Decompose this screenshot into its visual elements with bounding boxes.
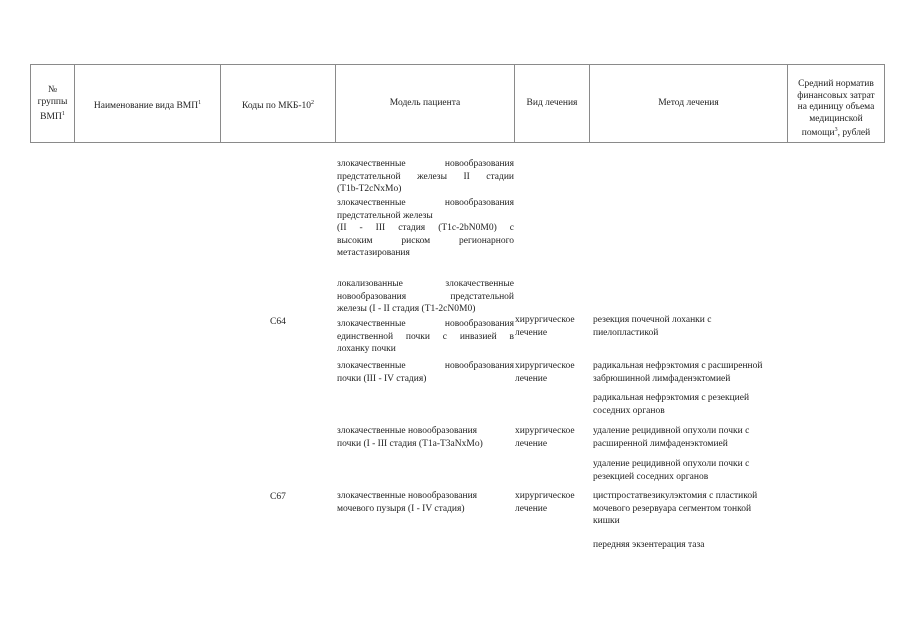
treatment-type [515, 490, 575, 515]
header-icd-codes [221, 97, 335, 112]
patient-model [337, 278, 514, 316]
model-line: мочевого пузыря (I - IV стадия) [337, 503, 465, 514]
model-line: злокачественные новообразования [337, 159, 514, 169]
method-line: соседних органов [593, 405, 665, 416]
header-text: группы [37, 97, 68, 107]
method-line: удаление рецидивной опухоли почки с [593, 426, 750, 436]
header-treatment-method: Метод лечения [658, 98, 719, 108]
header-average-cost [788, 79, 884, 140]
treatment-method [593, 458, 787, 483]
header-text: медицинской [809, 113, 863, 124]
header-vmp-name [75, 97, 220, 112]
patient-model [337, 490, 514, 515]
header-text [31, 108, 74, 123]
icd-code-c67: C67 [270, 492, 286, 502]
treatment-line: хирургическое [515, 491, 575, 501]
header-text [788, 125, 884, 140]
treatment-line: лечение [515, 503, 548, 514]
treatment-type [515, 314, 575, 339]
model-line: высоким риском регионарного [337, 235, 514, 246]
method-line: радикальная нефрэктомия с расширенной [593, 361, 763, 371]
treatment-method [593, 425, 787, 450]
header-text: на единицу объема [797, 102, 875, 112]
header-text: помощи [801, 128, 835, 139]
header-text: Наименование вида ВМП [93, 101, 199, 112]
treatment-method [593, 360, 787, 385]
header-text: Коды по МКБ-10 [241, 101, 312, 112]
patient-model [337, 197, 514, 260]
footnote-mark: 3 [834, 127, 838, 133]
model-line: (T1b-T2cNxMo) [337, 184, 402, 194]
model-line: локализованные злокачественные [337, 279, 514, 289]
patient-model [337, 318, 514, 356]
method-line: пиелопластикой [593, 327, 659, 338]
treatment-line: лечение [515, 373, 548, 384]
model-line: новообразования предстательной [337, 291, 514, 302]
header-group-number [31, 84, 74, 123]
treatment-type [515, 360, 575, 385]
method-line: кишки [593, 516, 620, 526]
method-line: забрюшинной лимфаденэктомией [593, 373, 731, 384]
treatment-method [593, 314, 787, 339]
header-text: № [47, 85, 58, 95]
model-line: (II - III стадия (T1c-2bN0M0) с [337, 223, 514, 233]
method-line: передняя экзентерация таза [593, 540, 705, 550]
model-line: почки (III - IV стадия) [337, 373, 427, 384]
model-line: злокачественные новообразования [337, 491, 478, 501]
patient-model [337, 158, 514, 196]
icd-code-c64: C64 [270, 317, 286, 327]
method-line: расширенной лимфаденэктомией [593, 438, 728, 449]
treatment-line: хирургическое [515, 315, 575, 325]
model-line: единственной почки с инвазией в [337, 331, 514, 342]
method-line: мочевого резервуара сегментом тонкой [593, 503, 752, 514]
model-line: злокачественные новообразования [337, 426, 478, 436]
method-line: цистпростатвезикулэктомия с пластикой [593, 491, 758, 501]
footnote-mark: 1 [198, 100, 202, 106]
patient-model [337, 360, 514, 385]
model-line: лоханку почки [337, 344, 396, 354]
table-header-bottom-border [30, 142, 884, 143]
method-line: радикальная нефрэктомия с резекцией [593, 393, 750, 403]
model-line: железы (I - II стадия (T1-2cN0M0) [337, 304, 476, 314]
treatment-line: хирургическое [515, 426, 575, 436]
footnote-mark: 1 [61, 111, 65, 117]
model-line: метастазирования [337, 248, 410, 258]
model-line: предстательной железы [337, 210, 433, 221]
method-line: резекцией соседних органов [593, 471, 709, 482]
treatment-line: лечение [515, 327, 548, 338]
treatment-line: лечение [515, 438, 548, 449]
header-text: Средний норматив [798, 79, 874, 89]
header-text: ВМП [40, 112, 62, 123]
footnote-mark: 2 [311, 100, 315, 106]
treatment-method [593, 539, 787, 552]
header-patient-model: Модель пациента [389, 98, 461, 108]
header-text: , рублей [837, 128, 871, 139]
method-line: удаление рецидивной опухоли почки с [593, 459, 750, 469]
treatment-method [593, 392, 787, 417]
treatment-method [593, 490, 787, 528]
column-divider [884, 64, 885, 143]
header-treatment-type: Вид лечения [526, 98, 578, 108]
model-line: злокачественные новообразования [337, 198, 514, 208]
table-top-border [30, 64, 884, 65]
treatment-line: хирургическое [515, 361, 575, 371]
model-line: предстательной железы II стадии [337, 171, 514, 182]
header-text: финансовых затрат [797, 90, 875, 101]
treatment-type [515, 425, 575, 450]
method-line: резекция почечной лоханки с [593, 315, 712, 325]
model-line: злокачественные новообразования [337, 319, 514, 329]
model-line: почки (I - III стадия (T1a-T3aNxMo) [337, 438, 483, 449]
model-line: злокачественные новообразования [337, 361, 514, 371]
patient-model [337, 425, 514, 450]
